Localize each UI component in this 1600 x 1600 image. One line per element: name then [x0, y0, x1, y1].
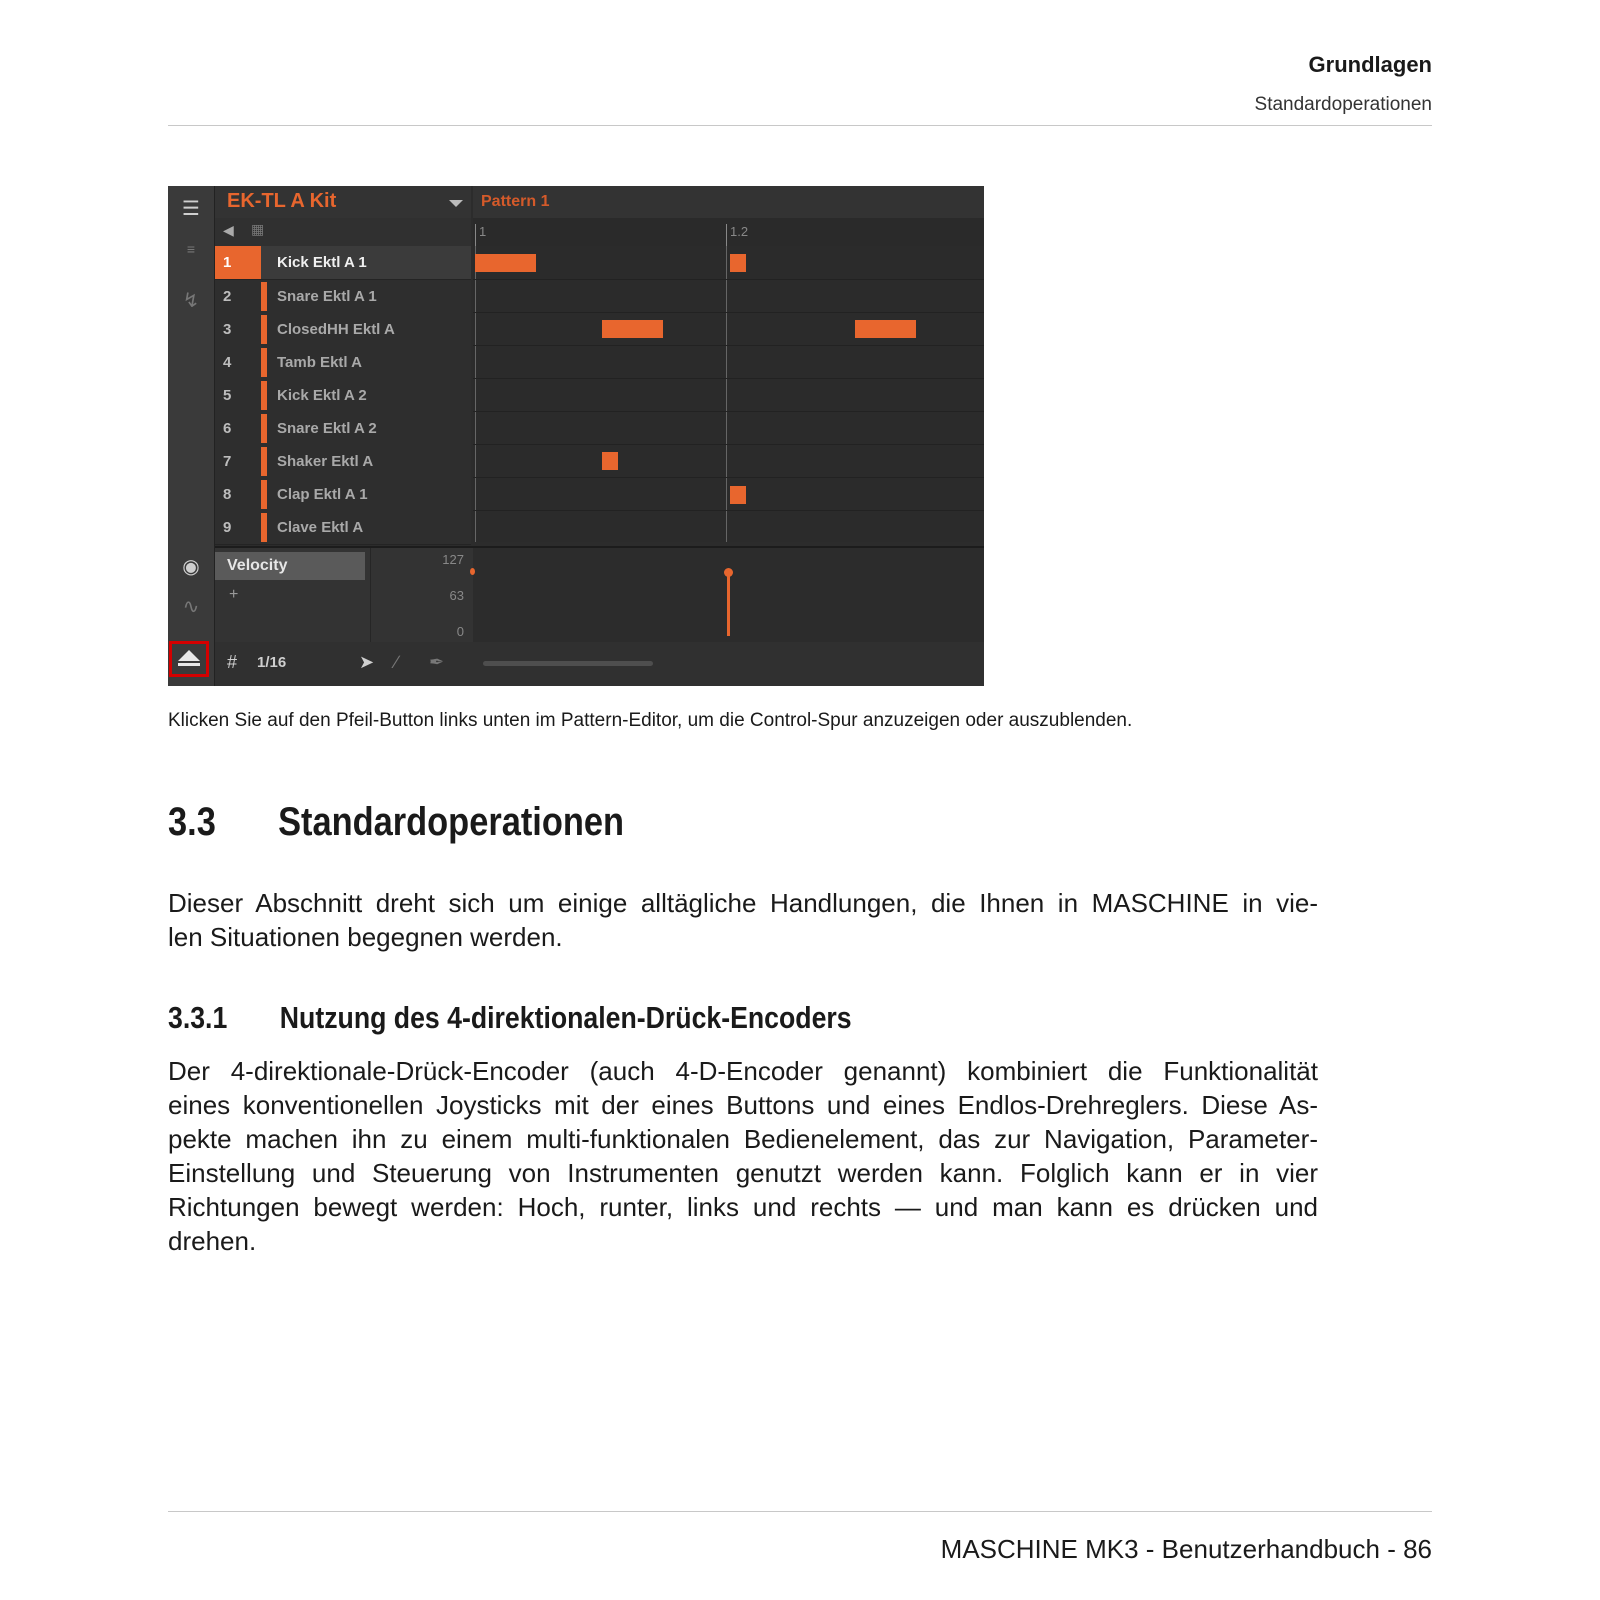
arrow-up-icon — [178, 650, 200, 661]
velocity-handle[interactable] — [470, 568, 475, 575]
note-event[interactable] — [730, 254, 746, 272]
velocity-handle[interactable] — [724, 568, 733, 577]
velocity-area[interactable] — [473, 548, 984, 644]
grid-line — [726, 246, 727, 542]
sound-row[interactable] — [215, 346, 471, 380]
sound-number: 4 — [223, 354, 232, 371]
velocity-bar[interactable] — [727, 572, 730, 636]
grid-line — [473, 378, 984, 379]
grid-line — [475, 246, 476, 542]
sound-color-strip — [261, 414, 267, 443]
sound-name: Kick Ektl A 2 — [277, 387, 367, 404]
left-toolbar — [168, 186, 215, 686]
body-line: pekte machen ihn zu einem multi-funktionalen Bedienelement, das zur Navigation, Parameter- — [168, 1124, 1318, 1154]
velocity-tick-label: 127 — [442, 552, 464, 567]
velocity-tick-label: 63 — [449, 588, 464, 603]
sound-row[interactable] — [215, 445, 471, 479]
sound-row[interactable] — [215, 280, 471, 314]
chevron-down-icon[interactable] — [449, 200, 463, 207]
velocity-tick-label: 0 — [456, 624, 464, 639]
sound-color-strip — [261, 447, 267, 476]
grid-line — [473, 477, 984, 478]
grid-hash-icon[interactable]: # — [227, 652, 238, 672]
sound-name: Snare Ektl A 1 — [277, 288, 377, 305]
ruler-tick — [475, 224, 476, 246]
sound-color-strip — [261, 315, 267, 344]
ruler-tick — [726, 224, 727, 246]
sound-number: 8 — [223, 486, 232, 503]
section-title: Standardoperationen — [278, 800, 625, 844]
note-event[interactable] — [730, 486, 746, 504]
control-lane — [215, 546, 984, 644]
sound-number: 6 — [223, 420, 232, 437]
bottom-toolbar — [215, 642, 984, 686]
note-event[interactable] — [602, 320, 663, 338]
pattern-header[interactable] — [473, 186, 984, 218]
body-line: Einstellung und Steuerung von Instrumenten genutzt werden kann. Folglich kann er in vier — [168, 1158, 1318, 1188]
note-event[interactable] — [602, 452, 618, 470]
sound-color-strip — [261, 513, 267, 542]
speaker-icon[interactable]: ◀ — [223, 222, 234, 238]
sound-row[interactable] — [215, 313, 471, 347]
automation-icon[interactable]: ↯ — [182, 290, 200, 312]
sound-row[interactable] — [215, 246, 471, 280]
sound-number: 3 — [223, 321, 232, 338]
footer-rule — [168, 1511, 1432, 1512]
grid-line — [473, 510, 984, 511]
note-event[interactable] — [475, 254, 536, 272]
horizontal-scrollbar[interactable] — [483, 661, 653, 666]
sound-number: 5 — [223, 387, 232, 404]
body-line: eines konventionellen Joysticks mit der eines Buttons und eines Endlos-Drehreglers. Diese As- — [168, 1090, 1318, 1120]
sound-name: Kick Ektl A 1 — [277, 254, 367, 271]
sound-number: 2 — [223, 288, 232, 305]
figure-caption: Klicken Sie auf den Pfeil-Button links unten im Pattern-Editor, um die Control-Spur anzuzeigen oder auszublenden. — [168, 710, 1133, 731]
kit-name: EK-TL A Kit — [227, 190, 337, 212]
subsection-number: 3.3.1 — [168, 1000, 228, 1035]
sound-color-strip — [261, 381, 267, 410]
divider — [370, 548, 371, 644]
pencil-tool-icon[interactable]: ∕ — [395, 652, 399, 672]
sound-name: Tamb Ektl A — [277, 354, 363, 371]
sound-row[interactable] — [215, 478, 471, 512]
subsection-heading — [168, 1000, 852, 1036]
grid-line — [473, 312, 984, 313]
body-line: drehen. — [168, 1226, 257, 1256]
sound-name: Clave Ektl A — [277, 519, 364, 536]
sound-color-strip — [261, 480, 267, 509]
note-event[interactable] — [855, 320, 916, 338]
grid-line — [473, 444, 984, 445]
body-line: Richtungen bewegt werden: Hoch, runter, links und rechts — und man kann es drücken und — [168, 1192, 1318, 1222]
sound-color-strip — [261, 348, 267, 377]
arrow-base — [178, 663, 200, 666]
list-icon[interactable]: ≡ — [186, 241, 196, 257]
pattern-name: Pattern 1 — [481, 193, 550, 210]
timeline-ruler[interactable] — [473, 218, 984, 246]
ruler-label: 1 — [479, 224, 487, 239]
grid-line — [473, 279, 984, 280]
sound-row[interactable] — [215, 412, 471, 446]
page-footer: MASCHINE MK3 - Benutzerhandbuch - 86 — [940, 1534, 1432, 1564]
body-line: Der 4-direktionale-Drück-Encoder (auch 4-D-Encoder genannt) kombiniert die Funktionalität — [168, 1056, 1318, 1086]
section-intro-line-1: Dieser Abschnitt dreht sich um einige alltägliche Handlungen, die Ihnen in MASCHINE in vie- — [168, 888, 1318, 918]
page-header-section: Standardoperationen — [1254, 94, 1432, 115]
sound-number: 1 — [215, 246, 261, 279]
sound-number: 7 — [223, 453, 232, 470]
ruler-label: 1.2 — [730, 224, 749, 239]
section-heading — [168, 800, 624, 845]
kit-tools — [215, 218, 471, 246]
sound-name: Shaker Ektl A — [277, 453, 374, 470]
select-tool-icon[interactable]: ➤ — [359, 652, 375, 672]
sound-name: Clap Ektl A 1 — [277, 486, 368, 503]
sound-row[interactable] — [215, 511, 471, 545]
grid-line — [473, 411, 984, 412]
section-intro-line-2: len Situationen begegnen werden. — [168, 922, 563, 952]
subsection-title: Nutzung des 4-direktionalen-Drück-Encoders — [279, 1000, 852, 1035]
section-number: 3.3 — [168, 800, 216, 844]
step-size-label[interactable]: 1/16 — [257, 654, 287, 671]
sound-name: Snare Ektl A 2 — [277, 420, 377, 437]
pattern-editor-screenshot — [168, 186, 984, 686]
sound-name: ClosedHH Ektl A — [277, 321, 395, 338]
grid-icon[interactable]: ▦ — [251, 221, 265, 237]
page-header-chapter: Grundlagen — [1308, 52, 1432, 77]
sound-number: 9 — [223, 519, 232, 536]
modulation-icon[interactable]: ∿ — [182, 596, 200, 618]
kit-header[interactable] — [215, 186, 471, 218]
header-rule — [168, 125, 1432, 126]
velocity-knob-icon[interactable]: ◉ — [182, 556, 200, 578]
sound-color-strip — [261, 282, 267, 311]
eraser-tool-icon[interactable]: ✒ — [429, 652, 445, 672]
grid-line — [473, 345, 984, 346]
add-control-button[interactable]: + — [229, 586, 239, 603]
step-grid[interactable] — [473, 246, 984, 542]
menu-icon[interactable]: ☰ — [182, 198, 200, 220]
sound-row[interactable] — [215, 379, 471, 413]
control-lane-label[interactable]: Velocity — [215, 552, 365, 580]
